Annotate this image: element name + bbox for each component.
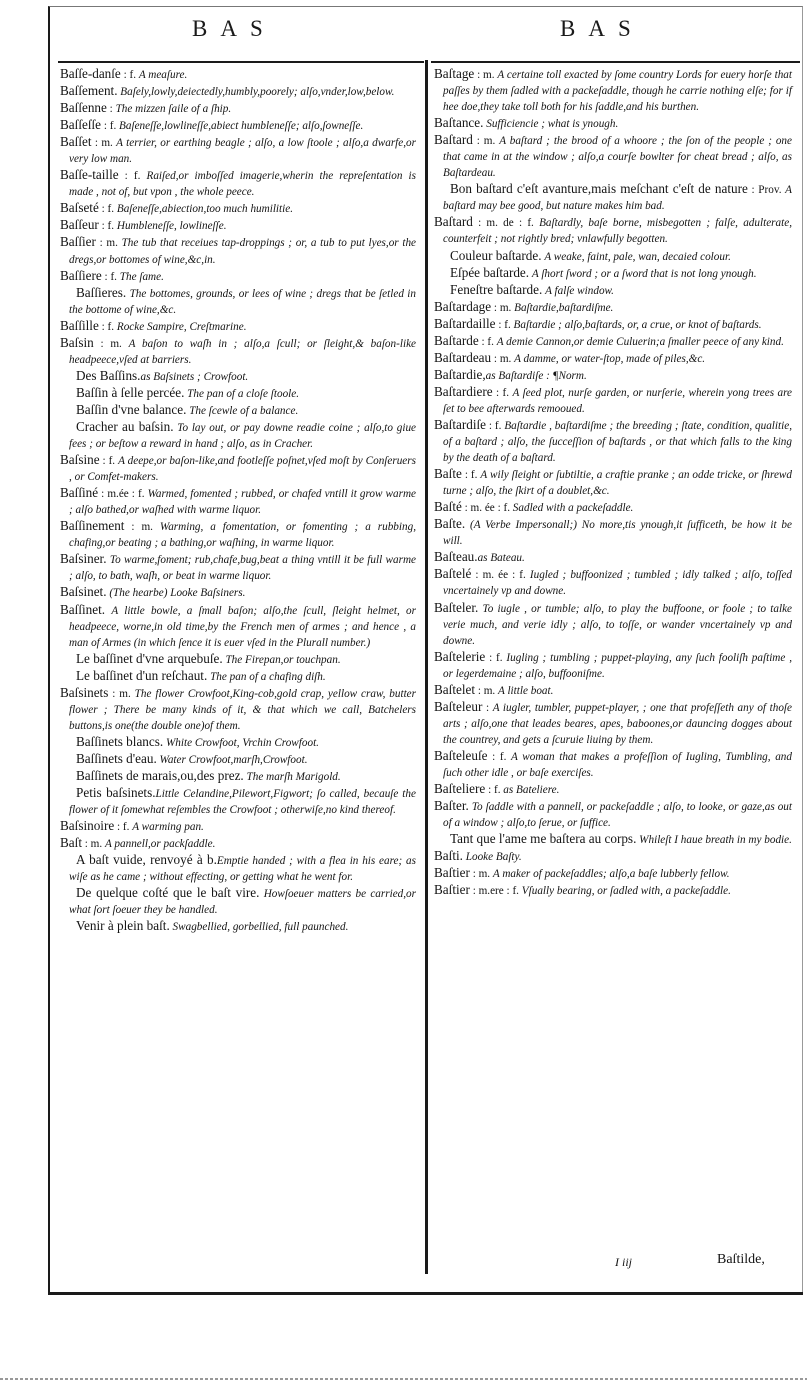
gloss: Baſtardie,baſtardiſme. xyxy=(514,301,614,314)
headword: Baſſe-taille xyxy=(60,167,119,183)
gloss: To ſaddle with a pannell, or packeſaddle ; alſo, to looke, or gaze,as out of a window ; alſo,to ſerue, or ſuffice. xyxy=(443,801,792,830)
gloss: Vſually bearing, or ſadled with, a packeſaddle. xyxy=(521,885,731,898)
dictionary-entry xyxy=(434,781,792,798)
grammar-label: : m. ée : f. xyxy=(461,502,513,515)
headword: Baſſinets blancs. xyxy=(76,733,164,749)
headword: Baſſet xyxy=(60,134,92,150)
grammar-label: : f. xyxy=(495,318,514,331)
gloss: The tub that receiues tap-droppings ; or, a tub to put lyes,or the dregs,or bottomes of wine,&c,in. xyxy=(69,237,417,266)
dictionary-entry xyxy=(60,200,416,217)
headword: Baſſeſſe xyxy=(60,117,102,133)
dictionary-entry xyxy=(434,466,792,499)
gloss: White Crowfoot, Vrchin Crowfoot. xyxy=(165,736,319,749)
dictionary-entry xyxy=(434,549,792,566)
headword: Baſteliere xyxy=(434,781,486,797)
dictionary-subentry xyxy=(60,734,416,751)
grammar-label: : xyxy=(482,701,493,714)
grammar-label: : m. xyxy=(95,237,122,250)
column-divider xyxy=(425,60,428,1274)
grammar-label: : f. xyxy=(478,335,497,348)
dictionary-subentry xyxy=(60,419,416,452)
headword: Baſtardie, xyxy=(434,366,486,382)
headword: Baſſinets de marais,ou,des prez. xyxy=(76,767,244,783)
gloss: Baſeneſſe,lowlineſſe,abiect humbleneſſe; alſo,ſowneſſe. xyxy=(119,120,364,133)
dictionary-entry xyxy=(60,234,416,267)
dictionary-entry xyxy=(60,66,416,83)
dictionary-entry xyxy=(434,333,792,350)
headword: Baſter. xyxy=(434,798,469,814)
headword: Cracher au baſsin. xyxy=(76,418,174,434)
gloss: To iugle , or tumble; alſo, to play the buffoone, or foole ; to talke verie much, and verie idly ; alſo, to toſſe, or wander vncertainely vp and downe. xyxy=(443,602,793,647)
header-rule-left xyxy=(58,61,424,63)
dictionary-subentry xyxy=(60,852,416,885)
grammar-label: : m. de : f. xyxy=(472,217,540,230)
headword: Le baſſinet d'vne arquebuſe. xyxy=(76,650,223,666)
headword: Le baſſinet d'un reſchaut. xyxy=(76,667,208,683)
grammar-label: : f. xyxy=(114,821,133,834)
gloss: A terrier, or earthing beagle ; alſo, a low ſtoole ; alſo,a dwarfe,or very low man. xyxy=(69,137,416,166)
gloss: A ſhort ſword ; or a ſword that is not long ynough. xyxy=(531,267,757,280)
dictionary-entry xyxy=(60,452,416,485)
grammar-label: : f. xyxy=(461,469,481,482)
gloss: A baſtard ; the brood of a whoore ; the ſon of the people ; one that came in at the window ; alſo,a courſe bowlter for cheat bread ; alſo, as Baſtardeau. xyxy=(443,135,792,180)
dictionary-entry xyxy=(434,132,792,181)
headword: Baſtage xyxy=(434,66,475,81)
headword: Baſté xyxy=(434,499,462,515)
headword: Baſſinement xyxy=(60,518,125,534)
gloss: The ſcewle of a balance. xyxy=(189,404,299,417)
grammar-label: : m.ée : f. xyxy=(98,488,148,501)
dictionary-subentry xyxy=(60,285,416,318)
headword: Baſſin à ſelle percée. xyxy=(76,384,185,400)
gloss: Baſtardie , baſtardiſme ; the breeding ; ſtate, condition, qualitie, of a baſtard ; alſo, the ſucceſſion of baſtards , or that which falls to the king by the death of a baſtard. xyxy=(443,419,792,465)
dictionary-subentry xyxy=(434,282,792,299)
dictionary-entry xyxy=(434,516,792,549)
grammar-label: : f. xyxy=(485,651,507,664)
gloss: A deepe,or baſon-like,and footleſſe poſnet,vſed moſt by Conſeruers , or Comfet-makers. xyxy=(69,455,416,484)
headword: Petis baſsinets. xyxy=(76,785,156,801)
gloss: as Bateau. xyxy=(477,552,525,565)
gloss: The marſh Marigold. xyxy=(246,770,341,783)
headword: Baſſieres. xyxy=(76,284,127,300)
headword: Venir à plein baſt. xyxy=(76,918,170,934)
dictionary-subentry xyxy=(434,265,792,282)
dictionary-entry xyxy=(434,748,792,781)
headword: Baſtarde xyxy=(434,332,479,348)
grammar-label: : f. xyxy=(492,386,513,399)
gloss: Rocke Sampire, Creſtmarine. xyxy=(116,320,247,333)
headword: Baſsiner. xyxy=(60,551,107,567)
headword: Baſsine xyxy=(60,452,100,468)
headword: Baſte xyxy=(434,466,462,482)
dictionary-subentry xyxy=(60,402,416,419)
headword: Eſpée baſtarde. xyxy=(450,264,530,280)
grammar-label: : f. xyxy=(101,270,120,283)
headword: Feneſtre baſtarde. xyxy=(450,281,543,297)
dictionary-subentry xyxy=(60,651,416,668)
gloss: Humbleneſſe, lowlineſſe. xyxy=(116,220,227,233)
dictionary-entry xyxy=(434,214,792,247)
headword: Baſſille xyxy=(60,317,99,333)
headword: Baſſe-danſe xyxy=(60,66,121,81)
dictionary-entry xyxy=(60,217,416,234)
gloss: The pan of a chafing diſh. xyxy=(210,670,326,683)
dictionary-entry xyxy=(434,499,792,516)
headword: Baſtelet xyxy=(434,681,476,697)
headword: Baſtardeau xyxy=(434,349,492,365)
grammar-label: : Prov. xyxy=(747,184,786,197)
grammar-label: : f. xyxy=(486,419,505,432)
headword: Baſſenne xyxy=(60,100,107,116)
dictionary-entry xyxy=(434,566,792,599)
dictionary-entry xyxy=(60,518,416,551)
scan-edge xyxy=(0,1378,807,1380)
gloss: A ſeed plot, nurſe garden, or nurſerie, wherein yong trees are ſet to bee afterwards remooued. xyxy=(443,386,792,415)
dictionary-entry xyxy=(434,66,792,115)
headword: Baſteau. xyxy=(434,549,478,565)
gloss: Baſeneſſe,abiection,too much humilitie. xyxy=(116,203,294,216)
dictionary-entry xyxy=(434,600,792,649)
grammar-label: : m. xyxy=(475,684,499,697)
headword: Baſtier xyxy=(434,865,470,881)
gloss: Baſtardly, baſe borne, misbegotten ; falſe, adulterate, counterfeit ; not rightly bred; vnlawfully begotten. xyxy=(443,217,792,246)
dictionary-entry xyxy=(434,798,792,831)
grammar-label: : m. xyxy=(472,135,500,148)
headword: Baſtardiſe xyxy=(434,416,486,432)
headword: Baſsin xyxy=(60,334,94,350)
grammar-label: : f. xyxy=(101,120,120,133)
gloss: Baſely,lowly,deiectedly,humbly,poorely; alſo,vnder,low,below. xyxy=(120,86,395,99)
grammar-label: : m. xyxy=(124,521,160,534)
dictionary-entry xyxy=(60,602,416,651)
dictionary-entry xyxy=(434,848,792,865)
gloss: A weake, faint, pale, wan, decaied colour. xyxy=(544,250,731,263)
headword: Baſſinet. xyxy=(60,601,106,617)
headword: Baſsinets xyxy=(60,684,109,700)
gloss: The pan of a cloſe ſtoole. xyxy=(187,387,300,400)
gloss: Whileſt I haue breath in my bodie. xyxy=(639,834,792,847)
headword: Baſteleuſe xyxy=(434,747,488,763)
dictionary-subentry xyxy=(60,885,416,918)
headword: Baſseté xyxy=(60,200,99,216)
dictionary-entry xyxy=(434,882,792,899)
dictionary-subentry xyxy=(434,248,792,265)
grammar-label: : m. xyxy=(474,69,498,81)
gloss: Baſtardie ; alſo,baſtards, or, a crue, or knot of baſtards. xyxy=(513,318,762,331)
gloss: as Baſsinets ; Crowfoot. xyxy=(140,370,249,383)
left-column xyxy=(60,66,416,935)
grammar-label: : m. ée : f. xyxy=(471,569,530,582)
dictionary-entry xyxy=(434,682,792,699)
dictionary-entry xyxy=(60,134,416,167)
gloss: Looke Baſty. xyxy=(465,851,522,864)
dictionary-subentry xyxy=(60,385,416,402)
dictionary-entry xyxy=(434,699,792,748)
gloss: (A Verbe Impersonall;) No more,tis ynough,it ſufficeth, be how it be will. xyxy=(443,519,792,548)
running-head-right: BAS xyxy=(560,16,644,41)
dictionary-subentry xyxy=(60,918,416,935)
gloss: A maker of packeſaddles; alſo,a baſe lubberly fellow. xyxy=(492,868,730,881)
headword: Baſtance. xyxy=(434,115,484,131)
grammar-label: : m. xyxy=(469,868,493,881)
gloss: A meaſure. xyxy=(138,69,188,81)
gloss: Sufficiencie ; what is ynough. xyxy=(486,118,619,131)
gloss: A baſtard may bee good, but nature makes him bad. xyxy=(443,184,792,213)
dictionary-entry xyxy=(60,818,416,835)
gloss: Iugled ; buffoonized ; tumbled ; idly talked ; alſo, toſſed vncertainely vp and downe. xyxy=(443,569,792,598)
gloss: Emptie handed ; with a flea in his eare; as wiſe as he came ; without effecting, or getting what he went for. xyxy=(69,855,416,884)
gloss: (The hearbe) Looke Baſsiners. xyxy=(109,587,246,600)
headword: Baſteleur xyxy=(434,698,483,714)
headword: Baſte. xyxy=(434,516,466,532)
right-column xyxy=(434,66,792,899)
headword: Baſſin d'vne balance. xyxy=(76,401,187,417)
gloss: A little bowle, a ſmall baſon; alſo,the ſcull, ſleight helmet, or headpeece, worne,in old time,by the French men of armes ; and hence , a man of Armes (in which ſence it is euer vſed in the Plurall number.) xyxy=(69,604,417,649)
dictionary-entry xyxy=(60,167,416,200)
dictionary-entry xyxy=(434,417,792,466)
gloss: A little boat. xyxy=(498,684,554,697)
dictionary-subentry xyxy=(434,831,792,848)
headword: Baſteler. xyxy=(434,599,479,615)
grammar-label: : m. xyxy=(491,352,515,365)
gloss: A iugler, tumbler, puppet-player, ; one that profeſſeth any of thoſe arts ; alſo,one that leades beares, apes, baboones,or dauncing dogges about the countrey, and gets a ſcuruie liuing by them. xyxy=(443,701,793,746)
gloss: The mizzen ſaile of a ſhip. xyxy=(115,103,232,116)
gloss: Water Crowfoot,marſh,Crowfoot. xyxy=(159,753,308,766)
headword: Baſt xyxy=(60,835,82,851)
dictionary-subentry xyxy=(60,368,416,385)
gloss: To lay out, or pay downe readie coine ; alſo,to giue fees ; or beſtow a reward in hand ; alſo, as in Cracher. xyxy=(69,421,417,451)
dictionary-subentry xyxy=(60,751,416,768)
headword: Baſtardiere xyxy=(434,383,493,399)
headword: Baſſiere xyxy=(60,267,102,283)
gloss: Sadled with a packeſaddle. xyxy=(512,502,634,515)
grammar-label: : f. xyxy=(487,750,511,763)
dictionary-entry xyxy=(434,367,792,384)
grammar-label: : m.ere : f. xyxy=(469,885,522,898)
headword: Baſſinets d'eau. xyxy=(76,750,157,766)
gloss: The ſame. xyxy=(119,270,164,283)
dictionary-entry xyxy=(60,117,416,134)
grammar-label: : f. xyxy=(99,455,119,468)
dictionary-entry xyxy=(434,316,792,333)
dictionary-entry xyxy=(434,649,792,682)
dictionary-entry xyxy=(434,865,792,882)
gloss: Raiſed,or imboſſed imagerie,wherin the repreſentation is made , not of, but vpon , the whole peece. xyxy=(69,170,416,199)
gloss: Iugling ; tumbling ; puppet-playing, any ſuch fooliſh paſtime , or legerdemaine ; alſo, buffooniſme. xyxy=(443,651,792,680)
header-rule-right xyxy=(431,61,800,63)
headword: De quelque coſté que le baſt vire. xyxy=(76,885,260,901)
headword: Baſtier xyxy=(434,882,470,898)
grammar-label: : m. xyxy=(91,137,117,150)
grammar-label: : xyxy=(106,103,116,116)
dictionary-entry xyxy=(60,268,416,285)
signature-mark: I iij xyxy=(615,1255,632,1269)
running-head-left: BAS xyxy=(192,16,276,41)
headword: Baſſeur xyxy=(60,217,99,233)
grammar-label: : f. xyxy=(98,220,117,233)
dictionary-entry xyxy=(434,384,792,417)
dictionary-entry xyxy=(434,299,792,316)
grammar-label: : f. xyxy=(120,69,139,81)
headword: Couleur baſtarde. xyxy=(450,247,542,263)
dictionary-entry xyxy=(60,485,416,518)
headword: Baſſier xyxy=(60,234,96,250)
dictionary-entry xyxy=(434,115,792,132)
gloss: The bottomes, grounds, or lees of wine ; dregs that be ſetled in the bottome of wine,&c. xyxy=(69,287,417,316)
gloss: A pannell,or packſaddle. xyxy=(104,838,216,851)
gloss: A woman that makes a profeſſion of Iugling, Tumbling, and ſuch other idle , or baſe exerciſes. xyxy=(443,750,792,779)
headword: Baſsinoire xyxy=(60,818,115,834)
gloss: Little Celandine,Pilewort,Figwort; ſo called, becauſe the flower of it ſomewhat reſembles the Crowfoot ; otherwiſe,no kind thereof. xyxy=(69,788,416,817)
catchword: Baſtilde, xyxy=(717,1252,765,1267)
gloss: A warming pan. xyxy=(132,821,204,834)
headword: Bon baſtard c'eſt avanture,mais meſchant c'eſt de nature xyxy=(450,181,748,197)
dictionary-subentry xyxy=(434,181,792,214)
headword: Des Baſſins. xyxy=(76,367,141,383)
dictionary-entry xyxy=(60,335,416,368)
headword: A baſt vuide, renvoyé à b. xyxy=(76,852,217,868)
grammar-label: : f. xyxy=(98,203,117,216)
dictionary-entry xyxy=(60,685,416,734)
dictionary-subentry xyxy=(60,768,416,785)
grammar-label: : f. xyxy=(485,784,504,797)
gloss: Warmed, fomented ; rubbed, or chafed vntill it grow warme ; alſo bathed,or waſhed with warme liquor. xyxy=(69,488,417,517)
gloss: as Bateliere. xyxy=(503,784,560,797)
headword: Baſſement. xyxy=(60,83,118,99)
gloss: To warme,foment; rub,chafe,bug,beat a thing vntill it be full warme ; alſo, to bath, waſh, or beat in warme liquor. xyxy=(69,554,417,583)
gloss: Howſoeuer matters be carried,or what ſort ſoeuer they be handled. xyxy=(69,888,416,917)
gloss: A falſe window. xyxy=(545,284,614,297)
grammar-label: : f. xyxy=(118,170,147,183)
headword: Baſtelé xyxy=(434,566,472,582)
gloss: The flower Crowfoot,King-cob,gold crap, yellow craw, butter flower ; There be many kinds of it, & that which we call, Batchelers buttons,is one(the double one)of them. xyxy=(69,687,416,732)
headword: Baſtardage xyxy=(434,298,492,314)
dictionary-entry xyxy=(434,350,792,367)
dictionary-subentry xyxy=(60,785,416,818)
headword: Baſtard xyxy=(434,214,473,230)
gloss: A wily ſleight or ſubtiltie, a craftie pranke ; an odde tricke, or ſhrewd turne ; alſo, the ſkirt of a doublet,&c. xyxy=(443,469,792,498)
headword: Tant que l'ame me baſtera au corps. xyxy=(450,831,637,847)
headword: Baſsinet. xyxy=(60,584,107,600)
grammar-label: : m. xyxy=(93,337,129,350)
dictionary-entry xyxy=(60,100,416,117)
headword: Baſtardaille xyxy=(434,315,496,331)
dictionary-subentry xyxy=(60,668,416,685)
gloss: A demie Cannon,or demie Culuerin;a ſmaller peece of any kind. xyxy=(496,335,784,348)
dictionary-entry xyxy=(60,318,416,335)
dictionary-entry xyxy=(60,83,416,100)
dictionary-entry xyxy=(60,835,416,852)
grammar-label: : m. xyxy=(108,687,135,700)
grammar-label: : m. xyxy=(491,301,515,314)
dictionary-entry xyxy=(60,584,416,601)
grammar-label: : m. xyxy=(81,838,105,851)
headword: Baſti. xyxy=(434,848,463,864)
gloss: A damme, or water-ſtop, made of piles,&c. xyxy=(514,352,706,365)
gloss: A baſon to waſh in ; alſo,a ſcull; or ſleight,& baſon-like headpeece,vſed at barriers. xyxy=(69,337,416,366)
gloss: The Firepan,or touchpan. xyxy=(225,653,341,666)
headword: Baſtelerie xyxy=(434,648,486,664)
grammar-label: : f. xyxy=(98,320,117,333)
dictionary-entry xyxy=(60,551,416,584)
headword: Baſſiné xyxy=(60,485,99,501)
gloss: Swagbellied, gorbellied, full paunched. xyxy=(172,921,349,934)
gloss: Warming, a fomentation, or fomenting ; a rubbing, chafing,or beating ; a bathing,or waſhing, in warme liquor. xyxy=(69,521,416,550)
headword: Baſtard xyxy=(434,132,473,148)
gloss: A certaine toll exacted by ſome country Lords for euery horſe that paſſes by them ſadled with a packeſaddle, though he carrie nothing elſe; for if hee doe,they take toll both for his ſaddle,and his burthen. xyxy=(443,69,792,114)
gloss: as Baſtardiſe : ¶Norm. xyxy=(485,369,587,382)
